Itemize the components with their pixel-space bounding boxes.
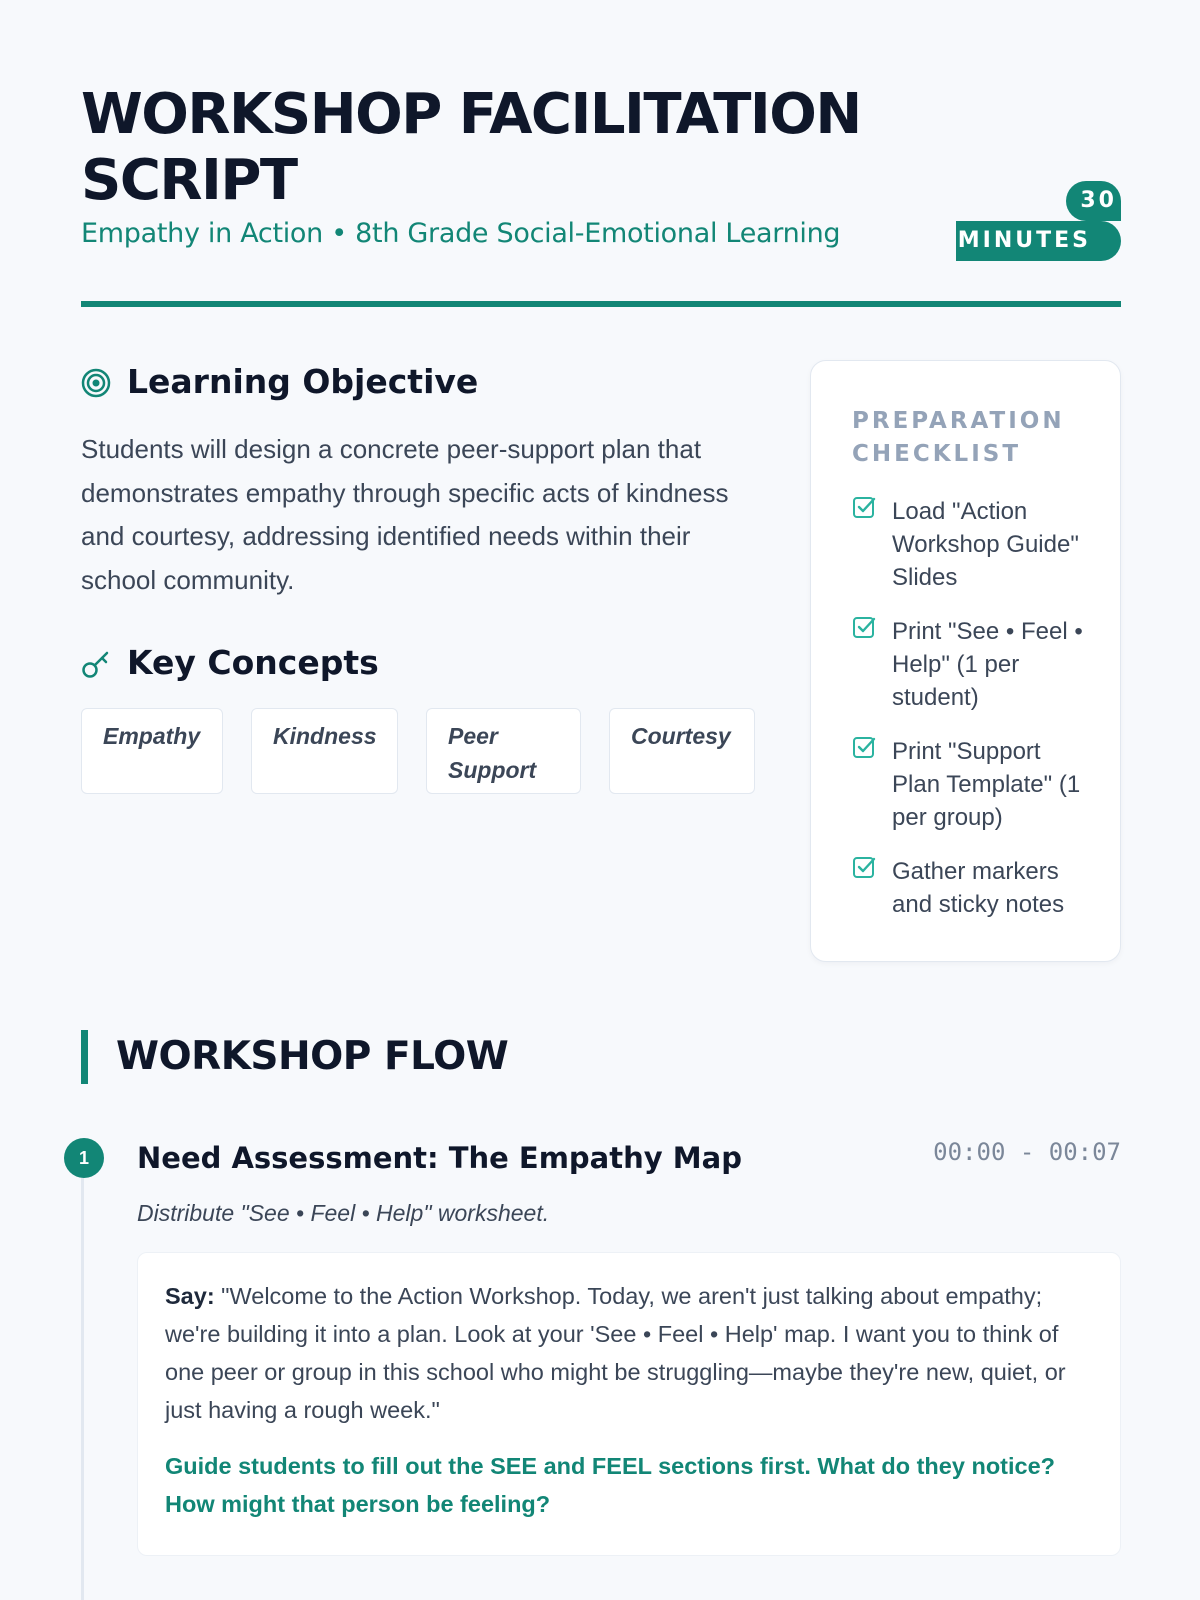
step-time-range: 00:00 - 00:07 [933, 1138, 1121, 1166]
concept-chips [81, 708, 755, 794]
workshop-flow-heading: WORKSHOP FLOW [81, 1030, 508, 1084]
concept-chip-kindness: Kindness [251, 708, 398, 794]
header-divider [81, 301, 1121, 307]
page-title: WORKSHOP FACILITATION SCRIPT [81, 82, 861, 213]
checklist [852, 495, 1092, 942]
checklist-item [852, 855, 1092, 921]
checklist-item-text: Load "Action Workshop Guide" Slides [892, 498, 1079, 591]
say-paragraph [165, 1277, 1093, 1429]
checklist-item-text: Print "See • Feel • Help" (1 per student) [892, 618, 1083, 711]
step-instruction: Distribute "See • Feel • Help" worksheet. [137, 1200, 550, 1226]
checkbox-checked-icon [852, 735, 878, 834]
concepts-heading-label: Key Concepts [127, 643, 379, 682]
checkbox-checked-icon [852, 495, 878, 594]
objective-heading-label: Learning Objective [127, 362, 479, 401]
checklist-item [852, 495, 1092, 594]
script-box [137, 1252, 1121, 1556]
concept-chip-peer-support: Peer Support [426, 708, 581, 794]
checkbox-checked-icon [852, 855, 878, 921]
step-number-badge: 1 [64, 1138, 104, 1178]
duration-number: 30 [1066, 181, 1121, 221]
step-title: Need Assessment: The Empathy Map [137, 1141, 742, 1175]
checklist-item-text: Gather markers and sticky notes [892, 858, 1065, 918]
duration-unit: MINUTES [956, 221, 1121, 261]
page-subtitle: Empathy in Action • 8th Grade Social-Emotional Learning [81, 218, 841, 249]
objective-heading [81, 362, 478, 401]
duration-badge [957, 181, 1121, 261]
checklist-title: PREPARATION CHECKLIST [852, 408, 1065, 467]
target-icon [81, 367, 111, 397]
checklist-item-text: Print "Support Plan Template" (1 per group) [892, 738, 1081, 831]
preparation-checklist-card [810, 360, 1121, 962]
say-label: Say: [165, 1283, 215, 1309]
checkbox-checked-icon [852, 615, 878, 714]
key-icon [81, 648, 111, 678]
concepts-heading [81, 643, 379, 682]
objective-text: Students will design a concrete peer-support plan that demonstrates empathy through specific acts of kindness and courtesy, addressing identified needs within their school community. [81, 434, 729, 595]
concept-chip-empathy: Empathy [81, 708, 223, 794]
timeline-line [81, 1157, 84, 1600]
say-text: "Welcome to the Action Workshop. Today, we aren't just talking about empathy; we're building it into a plan. Look at your 'See • Feel • Help' map. I want you to think of one peer or group in this school who might be struggling—maybe they're new, quiet, or just having a rough week." [165, 1283, 1066, 1423]
concept-chip-courtesy: Courtesy [609, 708, 755, 794]
checklist-item [852, 735, 1092, 834]
checklist-item [852, 615, 1092, 714]
facilitator-guide-note: Guide students to fill out the SEE and FEEL sections first. What do they notice? How might that person be feeling? [165, 1453, 1056, 1517]
